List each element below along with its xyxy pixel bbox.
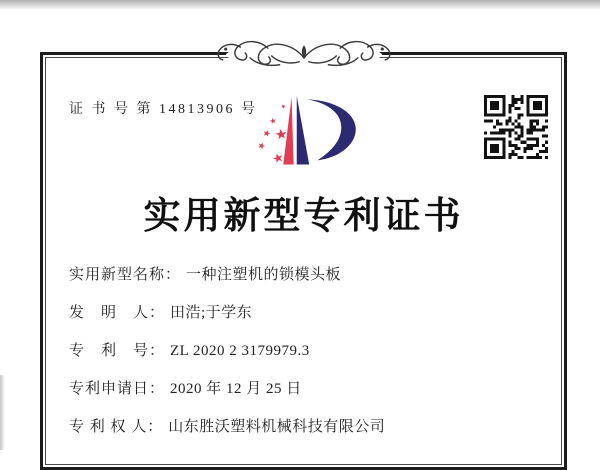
field-label: 专利申请日： [69, 381, 166, 397]
field-label: 专 利 权 人： [69, 419, 164, 435]
field-label: 实用新型名称： [69, 267, 182, 283]
photo-left-edge [0, 375, 5, 450]
field-value: 一种注塑机的锁模头板 [186, 267, 342, 283]
field-utility-model-name [69, 265, 548, 285]
cnipa-logo-icon [252, 92, 356, 180]
certificate-title: 实用新型专利证书 [143, 196, 464, 237]
field-patent-number [69, 341, 548, 361]
certificate-fields [69, 265, 548, 455]
field-value: 田浩;于学东 [170, 305, 253, 321]
field-patentee [69, 417, 548, 437]
field-application-date [69, 379, 548, 399]
certificate-border-frame [40, 52, 567, 470]
field-value: ZL 2020 2 3179979.3 [170, 343, 310, 359]
field-value: 山东胜沃塑料机械科技有限公司 [168, 419, 386, 435]
field-value: 2020 年 12 月 25 日 [170, 381, 302, 397]
qr-code-icon [484, 95, 548, 159]
field-inventors [69, 303, 548, 323]
photo-top-edge [0, 0, 600, 9]
field-label: 专 利 号： [69, 343, 166, 359]
field-label: 发 明 人： [69, 305, 166, 321]
certificate-number: 证 书 号 第 14813906 号 [69, 102, 258, 117]
border-ornament-icon [211, 34, 397, 74]
